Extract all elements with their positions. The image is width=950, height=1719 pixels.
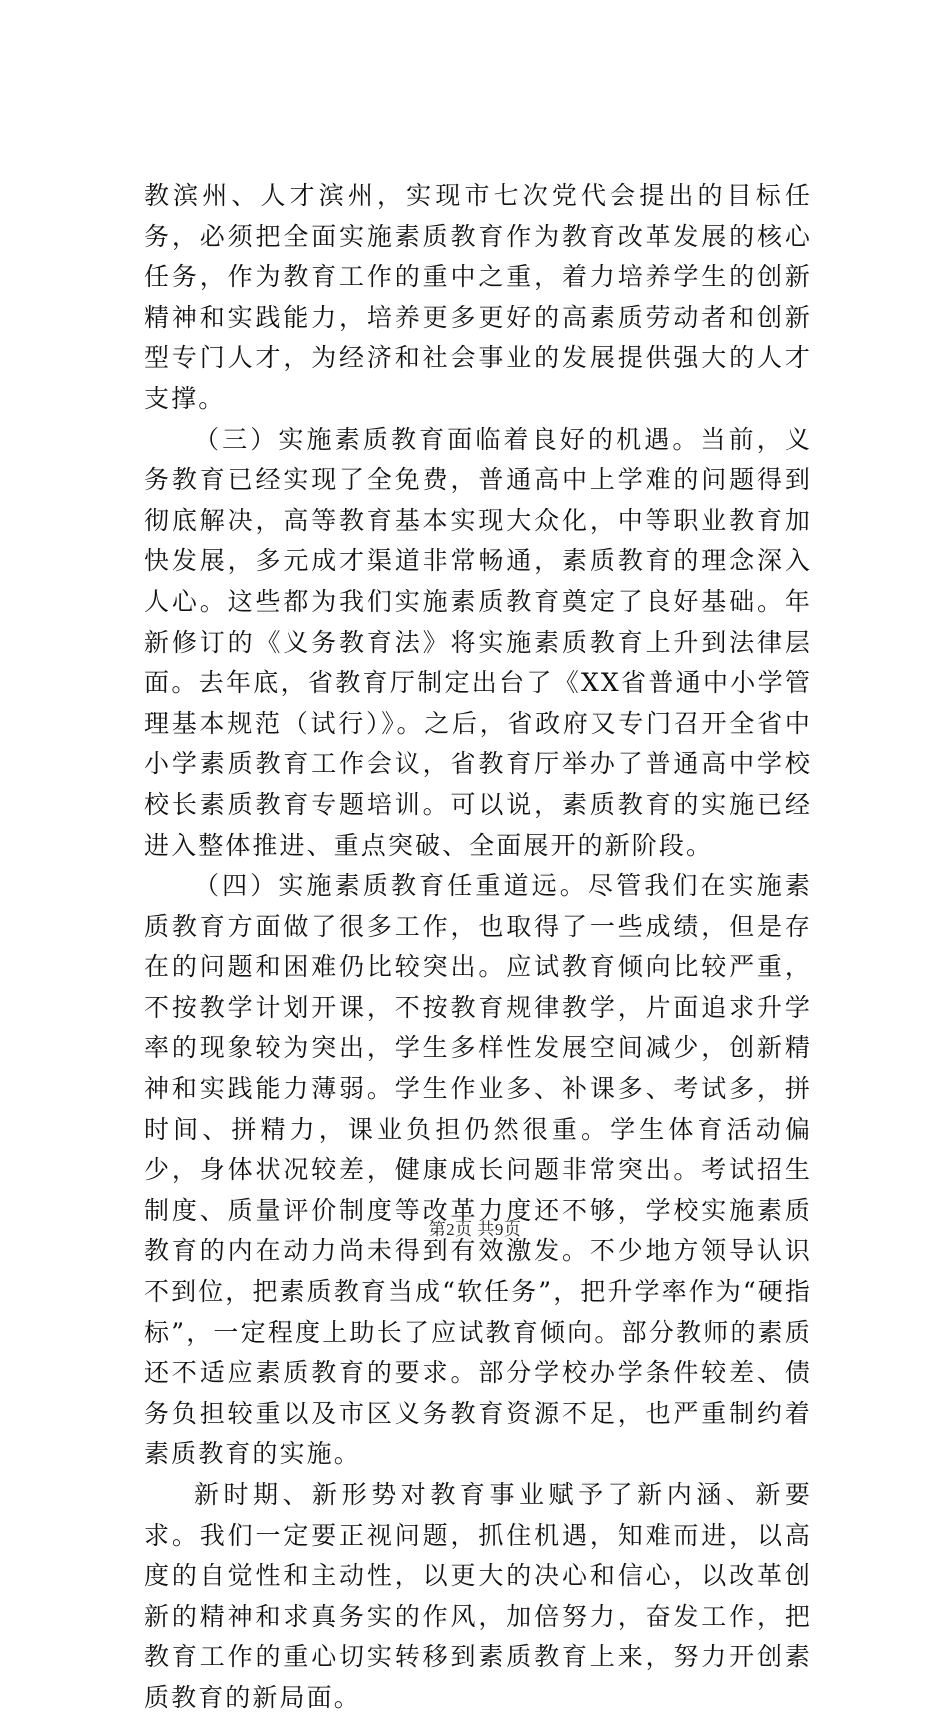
document-body	[144, 176, 812, 1719]
paragraph-section-three: （三）实施素质教育面临着良好的机遇。当前，义务教育已经实现了全免费，普通高中上学难的问题得到彻底解决，高等教育基本实现大众化，中等职业教育加快发展，多元成才渠道非常畅通，素质教育的理念深入人心。这些都为我们实施素质教育奠定了良好基础。年新修订的《义务教育法》将实施素质教育上升到法律层面。去年底，省教育厅制定出台了《XX省普通中小学管理基本规范（试行）》。之后，省政府又专门召开全省中小学素质教育工作会议，省教育厅举办了普通高中学校校长素质教育专题培训。可以说，素质教育的实施已经进入整体推进、重点突破、全面展开的新阶段。	[144, 424, 812, 860]
page-number-footer: 第2页 共9页	[428, 1220, 522, 1239]
paragraph-continuation: 教滨州、人才滨州，实现市七次党代会提出的目标任务，必须把全面实施素质教育作为教育改革发展的核心任务，作为教育工作的重中之重，着力培养学生的创新精神和实践能力，培养更多更好的高素质劳动者和创新型专门人才，为经济和社会事业的发展提供强大的人才支撑。	[144, 181, 812, 413]
paragraph-section-four: （四）实施素质教育任重道远。尽管我们在实施素质教育方面做了很多工作，也取得了一些成绩，但是存在的问题和困难仍比较突出。应试教育倾向比较严重，不按教学计划开课，不按教育规律教学，片面追求升学率的现象较为突出，学生多样性发展空间减少，创新精神和实践能力薄弱。学生作业多、补课多、考试多，拼时间、拼精力，课业负担仍然很重。学生体育活动偏少，身体状况较差，健康成长问题非常突出。考试招生制度、质量评价制度等改革力度还不够，学校实施素质教育的内在动力尚未得到有效激发。不少地方领导认识不到位，把素质教育当成“软任务”，把升学率作为“硬指标”，一定程度上助长了应试教育倾向。部分教师的素质还不适应素质教育的要求。部分学校办学条件较差、债务负担较重以及市区义务教育资源不足，也严重制约着素质教育的实施。	[144, 871, 812, 1469]
paragraph-conclusion: 新时期、新形势对教育事业赋予了新内涵、新要求。我们一定要正视问题，抓住机遇，知难而进，以高度的自觉性和主动性，以更大的决心和信心，以改革创新的精神和求真务实的作风，加倍努力，奋发工作，把教育工作的重心切实转移到素质教育上来，努力开创素质教育的新局面。	[144, 1480, 812, 1712]
